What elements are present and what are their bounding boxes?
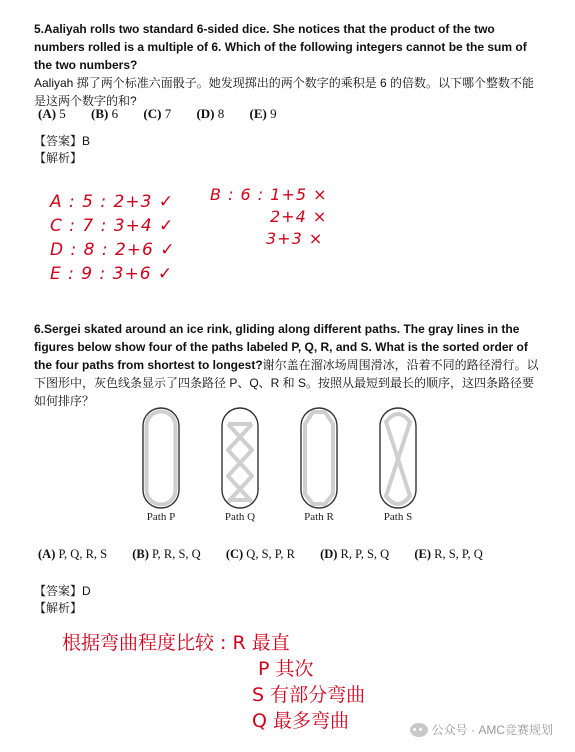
caption-path-s: Path S	[383, 511, 413, 523]
q6-choices	[38, 547, 538, 562]
q5-handwriting-left	[50, 190, 176, 286]
q5-text-en: 5.Aaliyah rolls two standard 6-sided dice. She notices that the product of the two numbers rolled is a multiple of 6. Which of the following integers cannot be the sum of the two numbers?	[34, 22, 527, 72]
q6-choice-b: (B) P, R, S, Q	[132, 547, 201, 561]
q6-text-cn: 谢尔盖在溜冰场周围滑冰，沿着不同的路径滑行。以下图形中，灰色线条显示了四条路径 P、Q、R 和 S。按照从最短到最长的顺序，这四条路径要如何排序？	[34, 358, 539, 408]
handwriting-line: 2+4 ×	[270, 207, 328, 226]
handwriting-line: D : 8 : 2+6 ✓	[50, 240, 176, 260]
handwriting-line: B : 6 : 1+5 ×	[210, 185, 328, 204]
q5-choices	[38, 106, 538, 122]
handwriting-line: A : 5 : 2+3 ✓	[50, 192, 175, 212]
handwriting-line: Q 最多弯曲	[252, 710, 349, 732]
handwriting-line: E : 9 : 3+6 ✓	[50, 264, 174, 284]
q5-choice-a: (A) 5	[38, 106, 66, 121]
handwriting-line: S 有部分弯曲	[252, 684, 366, 706]
q6-text-en: 6.Sergei skated around an ice rink, gliding along different paths. The gray lines in the figures below show four of the paths labeled P, Q, R, and S. What is the sorted order of the four paths from shortest to longest?	[34, 322, 528, 372]
watermark	[410, 721, 553, 738]
q6-choice-e: (E) R, S, P, Q	[414, 547, 483, 561]
q5-choice-e: (E) 9	[249, 106, 277, 121]
figure-path-s	[380, 408, 416, 508]
q6-choice-a: (A) P, Q, R, S	[38, 547, 108, 561]
caption-path-q: Path Q	[224, 511, 256, 523]
q5-question	[34, 20, 542, 110]
q6-question	[34, 320, 542, 410]
handwriting-line: 3+3 ×	[266, 229, 324, 248]
caption-path-r: Path R	[304, 511, 334, 523]
q6-choice-c: (C) Q, S, P, R	[225, 547, 295, 561]
q5-analysis-label: 【解析】	[34, 151, 83, 165]
q6-answer: 【答案】D	[34, 584, 91, 598]
figure-path-p	[143, 408, 179, 508]
wechat-icon	[410, 723, 428, 737]
q6-handwriting	[62, 630, 365, 734]
q5-answer: 【答案】B	[34, 134, 91, 148]
figure-path-r	[301, 408, 337, 508]
q6-choice-d: (D) R, P, S, Q	[320, 547, 390, 561]
watermark-text: 公众号 · AMC竞赛规划	[431, 723, 553, 737]
figure-path-q	[222, 408, 258, 508]
q6-analysis-label: 【解析】	[34, 601, 83, 615]
q5-handwriting-right	[210, 184, 328, 250]
q6-figures	[0, 400, 575, 530]
q5-text-cn: Aaliyah 掷了两个标准六面骰子。她发现掷出的两个数字的乘积是 6 的倍数。以下哪个整数不能是这两个数字的和?	[34, 76, 535, 108]
caption-path-p: Path P	[146, 511, 176, 523]
q5-choice-c: (C) 7	[143, 106, 172, 121]
handwriting-line: P 其次	[258, 658, 314, 680]
q5-choice-d: (D) 8	[196, 106, 225, 121]
q5-choice-b: (B) 6	[91, 106, 119, 121]
handwriting-line: C : 7 : 3+4 ✓	[50, 216, 175, 236]
handwriting-line: 根据弯曲程度比较 : R 最直	[62, 632, 290, 654]
